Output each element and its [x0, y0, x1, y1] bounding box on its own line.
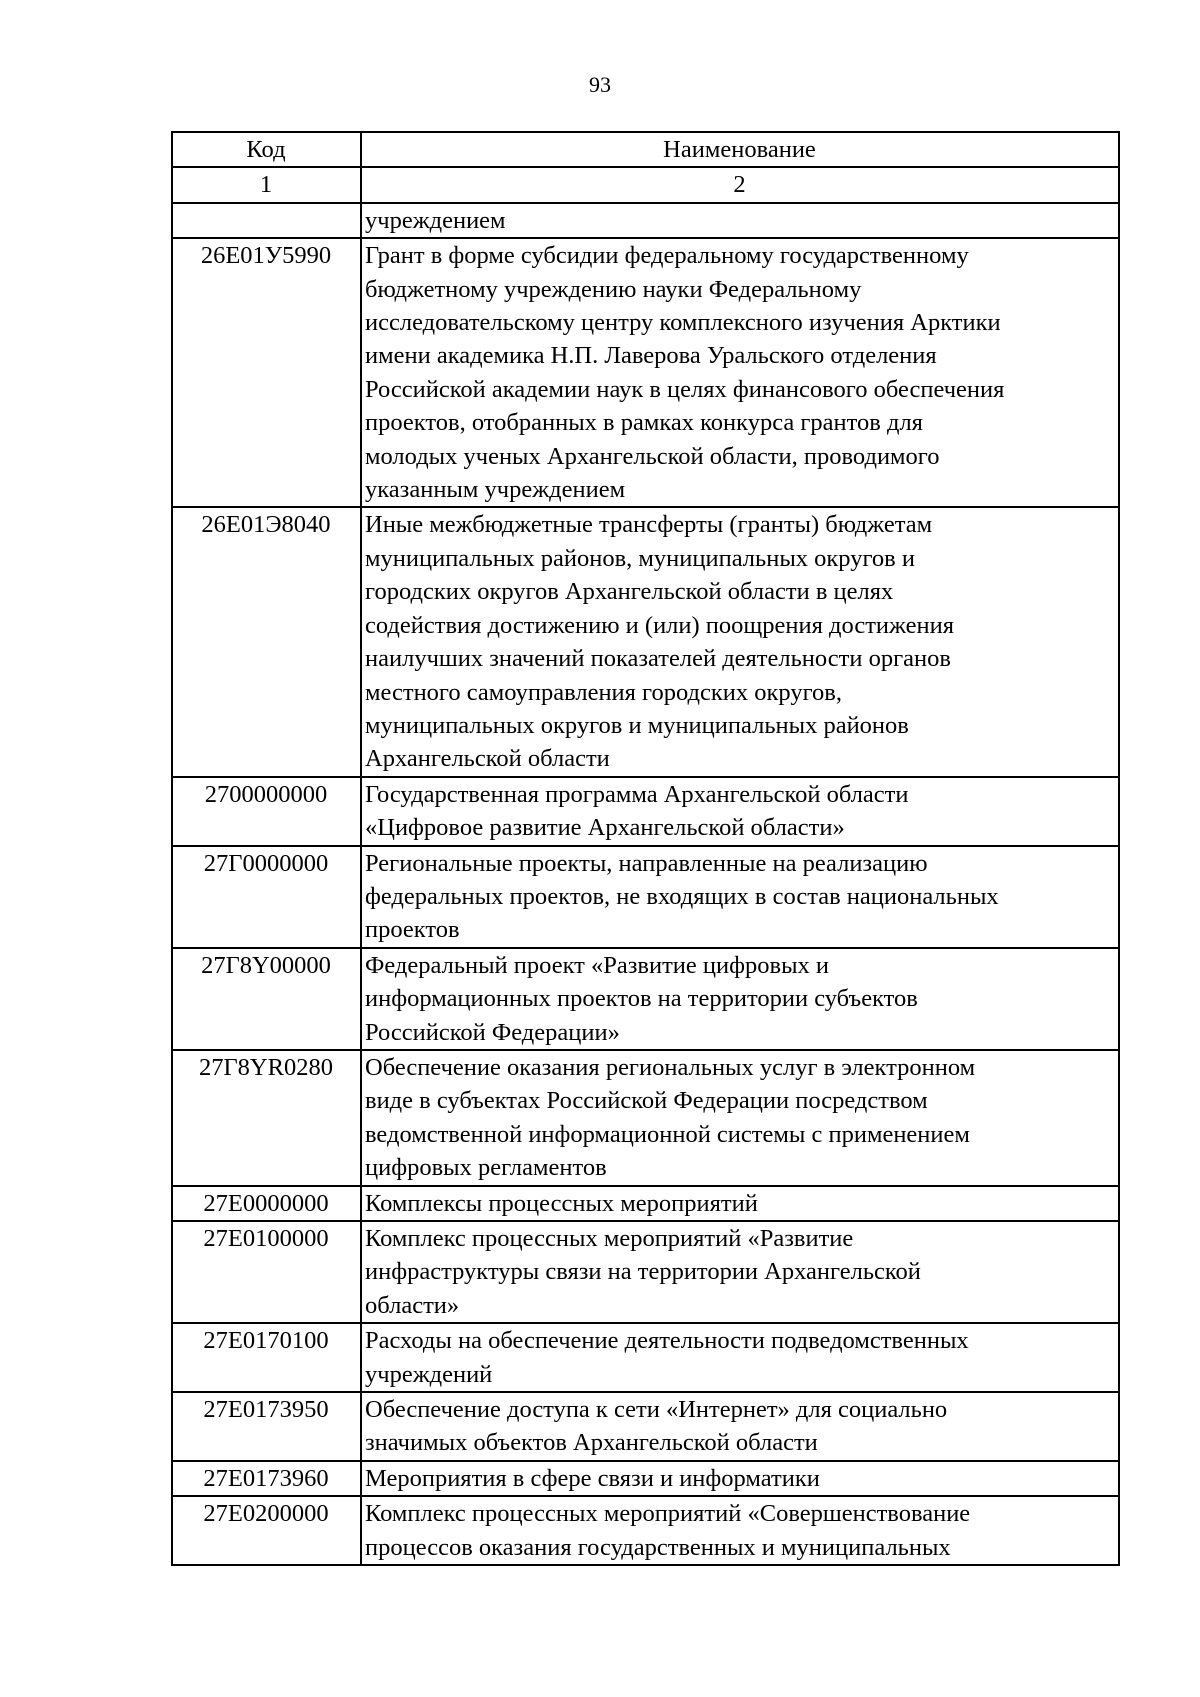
- row-name-line: федеральных проектов, не входящих в состав национальных: [365, 882, 999, 910]
- row-name: [361, 238, 1119, 507]
- row-name: [361, 1186, 1119, 1221]
- table-row: [172, 777, 1119, 846]
- row-name-line: Архангельской области: [365, 745, 610, 773]
- row-name-line: проектов, отобранных в рамках конкурса грантов для: [365, 409, 923, 437]
- row-code: 27Г8YR0280: [172, 1050, 361, 1186]
- row-name-line: наилучших значений показателей деятельности органов: [365, 645, 951, 673]
- row-name-line: процессов оказания государственных и муниципальных: [365, 1533, 951, 1561]
- row-name: [361, 1050, 1119, 1186]
- header-name: Наименование: [361, 132, 1119, 167]
- table-row: [172, 238, 1119, 507]
- row-name-line: городских округов Архангельской области в целях: [365, 578, 894, 606]
- row-code: 27Е0173950: [172, 1392, 361, 1461]
- row-name-line: Мероприятия в сфере связи и информатики: [365, 1464, 820, 1492]
- row-name-line: Государственная программа Архангельской области: [365, 780, 909, 808]
- row-name-line: области»: [365, 1291, 460, 1319]
- table-row: [172, 1186, 1119, 1221]
- row-name-line: учреждением: [365, 206, 506, 234]
- page-number: 93: [589, 72, 611, 97]
- row-code: 27Е0173960: [172, 1461, 361, 1496]
- row-name: [361, 1323, 1119, 1392]
- row-name-line: указанным учреждением: [365, 476, 626, 504]
- row-name-line: инфраструктуры связи на территории Архангельской: [365, 1258, 921, 1286]
- row-name-line: Комплекс процессных мероприятий «Развитие: [365, 1225, 854, 1252]
- header-code: Код: [172, 132, 361, 167]
- row-name-line: цифровых регламентов: [365, 1154, 607, 1182]
- row-code: 26Е01Э8040: [172, 507, 361, 776]
- row-name-line: Грант в форме субсидии федеральному государственному: [365, 242, 969, 270]
- row-name-line: Российской академии наук в целях финансового обеспечения: [365, 375, 1005, 403]
- row-name: [361, 507, 1119, 776]
- row-code: [172, 203, 361, 238]
- row-name-line: Комплекс процессных мероприятий «Совершенствование: [365, 1500, 971, 1528]
- row-name-line: бюджетному учреждению науки Федеральному: [365, 275, 862, 303]
- row-name: [361, 777, 1119, 846]
- table-body: [172, 132, 1119, 1565]
- column-number-code: 1: [172, 167, 361, 202]
- row-name: [361, 203, 1119, 238]
- row-code: 27Е0200000: [172, 1496, 361, 1565]
- row-name: [361, 1496, 1119, 1565]
- row-name-line: Расходы на обеспечение деятельности подведомственных: [365, 1327, 969, 1355]
- table-row: [172, 507, 1119, 776]
- row-name: [361, 1221, 1119, 1323]
- table-row: [172, 846, 1119, 948]
- row-code: 27Г0000000: [172, 846, 361, 948]
- table-row: [172, 203, 1119, 238]
- row-code: 27Г8Y00000: [172, 948, 361, 1050]
- row-name-line: муниципальных округов и муниципальных районов: [365, 711, 909, 739]
- row-name-line: виде в субъектах Российской Федерации посредством: [365, 1087, 928, 1115]
- row-name-line: местного самоуправления городских округов,: [365, 678, 842, 706]
- table-row: [172, 1461, 1119, 1496]
- row-code: 27Е0170100: [172, 1323, 361, 1392]
- row-code: 27Е0100000: [172, 1221, 361, 1323]
- row-name-line: ведомственной информационной системы с применением: [365, 1120, 970, 1148]
- row-name-line: Обеспечение оказания региональных услуг в электронном: [365, 1053, 976, 1081]
- row-name-line: «Цифровое развитие Архангельской области»: [365, 814, 845, 842]
- row-name-line: информационных проектов на территории субъектов: [365, 985, 918, 1013]
- table-row: [172, 1392, 1119, 1461]
- row-name-line: молодых ученых Архангельской области, проводимого: [365, 442, 940, 470]
- row-name-line: имени академика Н.П. Лаверова Уральского отделения: [365, 342, 937, 370]
- row-code: 27Е0000000: [172, 1186, 361, 1221]
- row-name-line: исследовательскому центру комплексного изучения Арктики: [365, 309, 1001, 337]
- table-row: [172, 1050, 1119, 1186]
- row-name-line: содействия достижению и (или) поощрения достижения: [365, 611, 955, 639]
- row-name-line: Иные межбюджетные трансферты (гранты) бюджетам: [365, 511, 933, 539]
- table-row: [172, 1496, 1119, 1565]
- column-number-row: [172, 167, 1119, 202]
- table-row: [172, 948, 1119, 1050]
- table-header-row: [172, 132, 1119, 167]
- row-name: [361, 846, 1119, 948]
- budget-codes-table: [171, 131, 1120, 1566]
- row-code: 2700000000: [172, 777, 361, 846]
- row-name: [361, 1392, 1119, 1461]
- row-name: [361, 1461, 1119, 1496]
- row-name-line: учреждений: [365, 1360, 493, 1388]
- column-number-name: 2: [361, 167, 1119, 202]
- row-name-line: Федеральный проект «Развитие цифровых и: [365, 951, 830, 979]
- row-name: [361, 948, 1119, 1050]
- table-row: [172, 1323, 1119, 1392]
- row-name-line: Региональные проекты, направленные на реализацию: [365, 849, 928, 877]
- table-row: [172, 1221, 1119, 1323]
- row-name-line: проектов: [365, 916, 460, 944]
- row-name-line: муниципальных районов, муниципальных округов и: [365, 544, 915, 572]
- row-name-line: Российской Федерации»: [365, 1018, 620, 1046]
- row-name-line: Обеспечение доступа к сети «Интернет» для социально: [365, 1396, 948, 1424]
- row-code: 26Е01У5990: [172, 238, 361, 507]
- row-name-line: значимых объектов Архангельской области: [365, 1429, 818, 1457]
- row-name-line: Комплексы процессных мероприятий: [365, 1189, 758, 1217]
